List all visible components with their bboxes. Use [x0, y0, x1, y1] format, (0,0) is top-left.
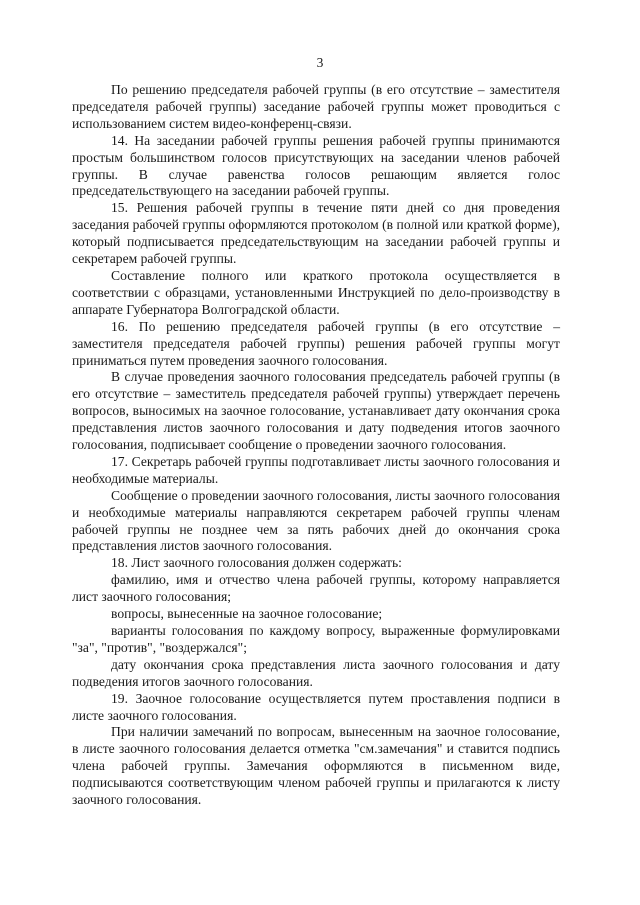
paragraph-absentee-procedure: В случае проведения заочного голосования председатель рабочей группы (в его отсутствие – заместитель председателя рабочей группы) утверждает перечень вопросов, выносимых на заочное голосование, устанавливает дату окончания срока представления листов заочного голосования и дату подведения итогов заочного голосования, подписывает сообщение о проведении заочного голосования.	[72, 369, 560, 453]
paragraph-18-ballot-contents: 18. Лист заочного голосования должен содержать:	[111, 555, 402, 571]
list-item-member-name: фамилию, имя и отчество члена рабочей группы, которому направляется лист заочного голосования;	[72, 572, 560, 605]
paragraph-remarks: При наличии замечаний по вопросам, вынесенным на заочное голосование, в листе заочного голосования делается отметка "см.замечания" и ставится подпись члена рабочей группы. Замечания оформляются в письменном виде, подписываются соответствующим членом рабочей группы и прилагаются к листу заочного голосования.	[72, 724, 560, 808]
document-body	[72, 82, 560, 809]
page-number: 3	[316, 55, 324, 70]
paragraph-14-voting-majority: 14. На заседании рабочей группы решения рабочей группы принимаются простым большинством голосов присутствующих на заседании членов рабочей группы. В случае равенства голосов решающим является голос председательствующего на заседании рабочей группы.	[72, 132, 560, 199]
paragraph-materials-distribution: Сообщение о проведении заочного голосования, листы заочного голосования и необходимые материалы направляются секретарем рабочей группы членам рабочей группы не позднее чем за пять рабочих дней до окончания срока представления листов заочного голосования.	[72, 487, 560, 554]
paragraph-15-protocol: 15. Решения рабочей группы в течение пяти дней со дня проведения заседания рабочей группы оформляются протоколом (в полной или краткой форме), который подписывается председательствующим на заседании рабочей группы и секретарем рабочей группы.	[72, 200, 560, 267]
paragraph-protocol-format: Составление полного или краткого протокола осуществляется в соответствии с образцами, установленными Инструкцией по дело-производству в аппарате Губернатора Волгоградской области.	[72, 267, 560, 317]
paragraph-19-signature: 19. Заочное голосование осуществляется путем проставления подписи в листе заочного голосования.	[72, 690, 560, 723]
list-item-deadline-dates: дату окончания срока представления листа заочного голосования и дату подведения итогов заочного голосования.	[72, 656, 560, 689]
list-item-voting-options: варианты голосования по каждому вопросу, выраженные формулировками "за", "против", "воздержался";	[72, 623, 560, 655]
list-item-questions: вопросы, вынесенные на заочное голосование;	[111, 606, 383, 622]
paragraph-17-secretary: 17. Секретарь рабочей группы подготавливает листы заочного голосования и необходимые материалы.	[72, 453, 560, 486]
paragraph-16-absentee-voting: 16. По решению председателя рабочей группы (в его отсутствие – заместителя председателя рабочей группы) решения рабочей группы могут приниматься путем проведения заочного голосования.	[72, 318, 560, 368]
paragraph-videoconference: По решению председателя рабочей группы (в его отсутствие – заместителя председателя рабочей группы) заседание рабочей группы может проводиться с использованием систем видео-конференц-связи.	[72, 82, 560, 131]
